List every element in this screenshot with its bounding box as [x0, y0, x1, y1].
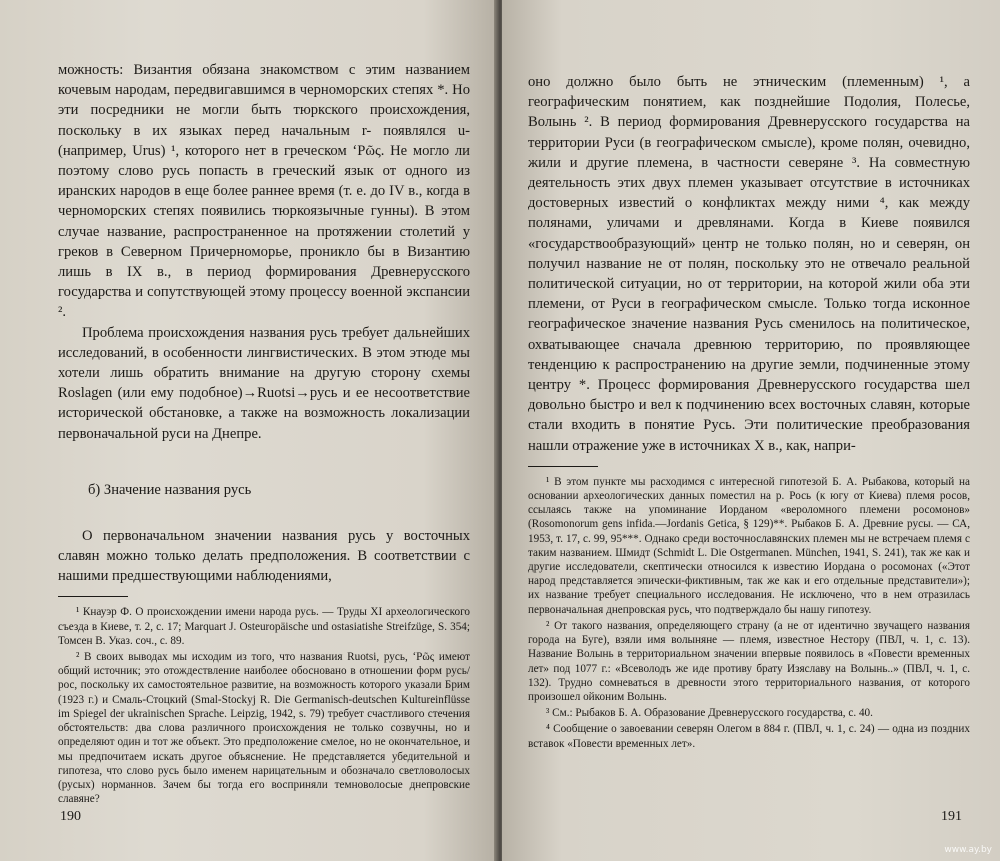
left-footnote-1: ¹ Кнауэр Ф. О происхождении имени народа русь. — Труды XI археологического съезда в Киеве, т. 2, с. 17; Marquart J. Osteuropäische und ostasiatishe Streifzüge, S. 354; Томсен В. Указ. соч., с. 89.	[58, 606, 470, 647]
left-body-text-after-heading	[58, 526, 470, 587]
right-footnote-3: ³ См.: Рыбаков Б. А. Образование Древнерусского государства, с. 40.	[546, 707, 873, 720]
footnote-divider	[528, 466, 598, 467]
left-paragraph-1: можность: Византия обязана знакомством с этим названием кочевым народам, передвигавшимся в черноморских степях *. Но эти посредники не могли быть тюркского происхождения, поскольку в их языках перед начальным r- появлялся u- (например, Urus) ¹, которого нет в греческом ‘Ρῶς. Не могло ли поэтому слово русь попасть в греческий язык от одного из иранских народов в еще более раннее время (т. е. до IV в., когда в черноморских степях появились тюркоязычные гунны). В этом случае название, распространенное на протяжении столетий у греков в Северном Причерноморье, проникло бы в Византию лишь в IX в., в период формирования Древнерусского государства и сопутствующей этому процессу военной экспансии ².	[58, 62, 470, 321]
left-footnotes	[58, 605, 470, 806]
left-paragraph-2: Проблема происхождения названия русь требует дальнейших исследований, в особенности лингвистических. В этом этюде мы хотели лишь обратить внимание на другую сторону схемы Roslagen (или ему подобное)→Ruotsi→русь и ее несоответствие исторической обстановке, а также на возможность локализации первоначальной руси на Днепре.	[58, 324, 470, 442]
right-page	[502, 0, 1000, 861]
footnote-divider	[58, 596, 128, 597]
left-footnote-2: ² В своих выводах мы исходим из того, что названия Ruotsi, русь, ‘Ρῶς имеют общий источник; это отождествление наиболее обосновано в отношении форм русь/рос, поскольку их самостоятельное развитие, на возможность которого указали Брим (1923 г.) и Смаль-Стоцкий (Smal-Stockyj R. Die Germanisch-deutschen Kultureinflüsse im Spiegel der ukrainischen Sprache. Leipzig, 1942, s. 79) требует счастливого стечения обстоятельств: два слова различного происхождения не только созвучны, но и определяют один и тот же объект. Это предположение смелое, но не окончательное, и мы предпочитаем искать другое объяснение. Не представляется убедительной и гипотеза, что слово русь было именем нарицательным и обозначало светловолосых (русых) норманнов. Зачем бы тогда его восприняли темноволосые днепровские славяне?	[58, 651, 470, 806]
right-footnote-2: ² От такого названия, определяющего страну (а не от идентично звучащего названия города на Буге), взяли имя волыняне — племя, известное Нестору (ПВЛ, ч. 1, с. 13). Название Волынь в территориальном значении впервые появилось в «Повести временных лет» под 1077 г.: «Всеволодъ же иде противу брату Изяславу на Волынь..» (ПВЛ, ч. 1, с. 132). Трудно сомневаться в древности этого территориального названия, от которого произошел ойконим Волынь.	[528, 619, 970, 703]
left-page-column	[58, 60, 470, 808]
watermark: www.ay.by	[944, 845, 992, 855]
right-body-text	[528, 72, 970, 456]
right-footnote-1: ¹ В этом пункте мы расходимся с интересной гипотезой Б. А. Рыбакова, который на основании археологических данных поместил на р. Рось (к югу от Киева) племя росов, ссылаясь также на упоминание Иорданом «вероломного племени росомонов» (Rosomonorum gens infida.—Jordanis Getica, § 129)**. Рыбаков Б. А. Древние русы. — СА, 1953, т. 17, с. 99, 95***. Однако среди восточнославянских племен мы не встречаем племя с таким названием. Шмидт (Schmidt L. Die Ostgermanen. München, 1941, S. 241), так же как и другие исследователи, скептически относился к известию Иордана о росомонах («Этот народ представляется эпически-фиктивным, так же как и его отдельные представители»); их название требует специального исследования. Не исключено, что в нем отразилась первоначальная днепровская русь, что подтверждало бы нашу гипотезу.	[528, 475, 970, 616]
right-page-column	[528, 72, 970, 753]
right-footnote-4: ⁴ Сообщение о завоевании северян Олегом в 884 г. (ПВЛ, ч. 1, с. 24) — одна из поздних вставок «Повести временных лет».	[528, 723, 970, 750]
right-footnotes	[528, 475, 970, 751]
page-number-left: 190	[60, 809, 81, 824]
section-heading: б) Значение названия русь	[88, 481, 252, 498]
left-page	[0, 0, 498, 861]
page-number-right: 191	[941, 809, 962, 824]
left-body-text	[58, 60, 470, 444]
left-paragraph-3: О первоначальном значении названия русь у восточных славян можно только делать предположения. В соответствии с нашими предшествующими наблюдениями,	[58, 527, 470, 585]
right-paragraph-1: оно должно было быть не этническим (племенным) ¹, а географическим понятием, как позднейшие Подолия, Полесье, Волынь ². В период формирования Древнерусского государства на территории Руси (в географическом смысле), кроме полян, очевидно, жили и другие племена, в частности северяне ³. На совместную деятельность этих двух племен указывает отсутствие в источниках достоверных известий о конфликтах между ними ⁴, как между полянами, уличами и древлянами. Когда в Киеве появился «государствообразующий» центр не только полян, но и северян, он получил название не от полян, поскольку это не отвечало реальной политической ситуации, но от территории, на которой жили оба эти племени, от Руси в географическом смысле. Только тогда исконное географическое значение названия Русь сменилось на политическое, охватывающее сначала древнюю территорию, по проявляющее тенденцию к распространению на другие земли, подчиненные этому центру *. Процесс формирования Древнерусского государства шел довольно быстро и вел к подчинению всех восточных славян, которые стали входить в понятие Русь. Эти политические преобразования нашли отражение уже в источниках X в., как, напри-	[528, 74, 970, 454]
